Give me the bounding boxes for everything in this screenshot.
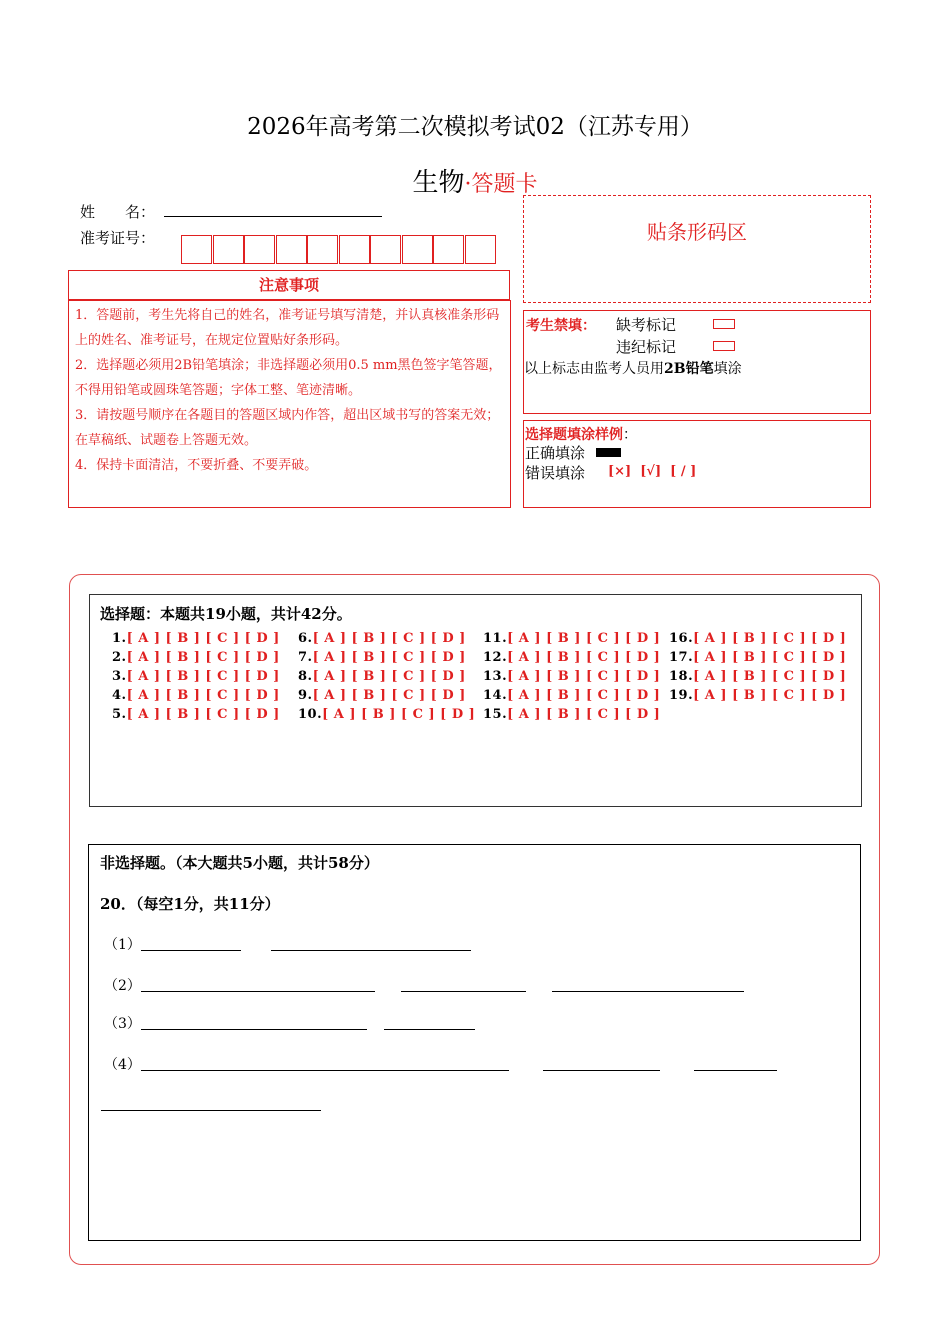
- notice-item-1: 1．答题前，考生先将自己的姓名，准考证号填写清楚，并认真核准条形码上的姓名、准考证号，在规定位置贴好条形码。: [75, 308, 500, 348]
- question-number: 12.: [483, 650, 508, 665]
- mcq-question-11: [483, 631, 660, 646]
- mcq-question-15: [483, 707, 660, 722]
- answer-options[interactable]: [ A ] [ B ] [ C ] [ D ]: [507, 650, 661, 665]
- id-digit-box[interactable]: [213, 235, 244, 264]
- question-number: 10.: [298, 707, 323, 722]
- notice-item-3: 3．请按题号顺序在各题目的答题区域内作答，超出区域书写的答案无效；在草稿纸、试题卷上答题无效。: [75, 408, 500, 448]
- id-digit-box[interactable]: [244, 235, 275, 264]
- fill-example-heading: 选择题填涂样例: [525, 427, 623, 443]
- name-field[interactable]: [164, 216, 382, 217]
- barcode-area: [523, 195, 871, 303]
- answer-line[interactable]: [401, 991, 526, 992]
- answer-line[interactable]: [384, 1029, 475, 1030]
- question-number: 15.: [483, 707, 508, 722]
- id-digit-box[interactable]: [339, 235, 370, 264]
- absent-mark-label: 缺考标记: [616, 316, 677, 334]
- answer-line[interactable]: [271, 950, 471, 951]
- mcq-question-12: [483, 650, 660, 665]
- question-number: 1.: [112, 631, 127, 646]
- answer-line[interactable]: [552, 991, 744, 992]
- violation-mark-label: 违纪标记: [616, 338, 677, 356]
- name-label: 姓 名：: [80, 203, 156, 221]
- answer-options[interactable]: [ A ] [ B ] [ C ] [ D ]: [312, 688, 466, 703]
- mcq-question-1: [112, 631, 280, 646]
- mcq-heading: 选择题：本题共19小题，共计42分。: [100, 605, 352, 623]
- answer-line[interactable]: [694, 1070, 777, 1071]
- notice-title: 注意事项: [68, 270, 510, 300]
- correct-fill-sample: [596, 448, 621, 457]
- answer-options[interactable]: [ A ] [ B ] [ C ] [ D ]: [693, 631, 847, 646]
- answer-options[interactable]: [ A ] [ B ] [ C ] [ D ]: [507, 631, 661, 646]
- forbidden-note-bold: 2B铅笔: [664, 361, 714, 377]
- mcq-question-2: [112, 650, 280, 665]
- answer-line[interactable]: [141, 1070, 509, 1071]
- question-number: 18.: [669, 669, 694, 684]
- answer-line[interactable]: [543, 1070, 660, 1071]
- forbidden-box: [523, 310, 871, 414]
- mcq-question-13: [483, 669, 660, 684]
- mcq-question-8: [298, 669, 466, 684]
- part-4-label: （4）: [104, 1057, 141, 1073]
- essay-heading: 非选择题。（本大题共5小题，共计58分）: [100, 854, 379, 872]
- part-1-label: （1）: [104, 937, 141, 953]
- part-2-label: （2）: [104, 978, 141, 994]
- question-20-heading: 20．（每空1分，共11分）: [100, 895, 280, 913]
- answer-options[interactable]: [ A ] [ B ] [ C ] [ D ]: [126, 707, 280, 722]
- answer-line[interactable]: [141, 991, 375, 992]
- question-number: 6.: [298, 631, 313, 646]
- answer-line[interactable]: [141, 1029, 367, 1030]
- id-digit-box[interactable]: [307, 235, 338, 264]
- question-number: 2.: [112, 650, 127, 665]
- mcq-question-7: [298, 650, 466, 665]
- wrong-fill-samples: [×] [√] [ / ]: [608, 464, 697, 479]
- id-label: 准考证号：: [80, 229, 156, 247]
- title-separator: ·: [464, 172, 472, 197]
- question-number: 16.: [669, 631, 694, 646]
- barcode-label: 贴条形码区: [647, 220, 747, 244]
- answer-options[interactable]: [ A ] [ B ] [ C ] [ D ]: [126, 650, 280, 665]
- answer-options[interactable]: [ A ] [ B ] [ C ] [ D ]: [507, 669, 661, 684]
- forbidden-title: 考生禁填：: [526, 318, 596, 334]
- violation-mark-box[interactable]: [713, 341, 735, 351]
- question-number: 9.: [298, 688, 313, 703]
- answer-options[interactable]: [ A ] [ B ] [ C ] [ D ]: [693, 650, 847, 665]
- question-number: 3.: [112, 669, 127, 684]
- question-number: 17.: [669, 650, 694, 665]
- mcq-question-18: [669, 669, 846, 684]
- question-number: 19.: [669, 688, 694, 703]
- part-3-label: （3）: [104, 1016, 141, 1032]
- question-number: 14.: [483, 688, 508, 703]
- mcq-question-16: [669, 631, 846, 646]
- forbidden-note-prefix: 以上标志由监考人员用: [524, 361, 664, 377]
- mcq-question-5: [112, 707, 280, 722]
- mcq-question-14: [483, 688, 660, 703]
- forbidden-note-suffix: 填涂: [713, 361, 742, 377]
- subject-name: 生物: [412, 168, 465, 198]
- mcq-question-9: [298, 688, 466, 703]
- id-digit-box[interactable]: [276, 235, 307, 264]
- answer-options[interactable]: [ A ] [ B ] [ C ] [ D ]: [693, 669, 847, 684]
- mcq-question-19: [669, 688, 846, 703]
- answer-line[interactable]: [141, 950, 241, 951]
- answer-options[interactable]: [ A ] [ B ] [ C ] [ D ]: [507, 707, 661, 722]
- mcq-question-4: [112, 688, 280, 703]
- answer-options[interactable]: [ A ] [ B ] [ C ] [ D ]: [507, 688, 661, 703]
- mcq-question-3: [112, 669, 280, 684]
- answer-options[interactable]: [ A ] [ B ] [ C ] [ D ]: [693, 688, 847, 703]
- absent-mark-box[interactable]: [713, 319, 735, 329]
- answer-options[interactable]: [ A ] [ B ] [ C ] [ D ]: [312, 669, 466, 684]
- mcq-question-10: [298, 707, 475, 722]
- wrong-fill-label: 错误填涂: [525, 464, 586, 482]
- answer-options[interactable]: [ A ] [ B ] [ C ] [ D ]: [322, 707, 476, 722]
- question-number: 8.: [298, 669, 313, 684]
- question-number: 4.: [112, 688, 127, 703]
- mcq-question-6: [298, 631, 466, 646]
- question-number: 7.: [298, 650, 313, 665]
- answer-options[interactable]: [ A ] [ B ] [ C ] [ D ]: [312, 631, 466, 646]
- fill-example-colon: ：: [623, 427, 637, 443]
- question-number: 13.: [483, 669, 508, 684]
- answer-card-label: 答题卡: [471, 172, 538, 197]
- notice-item-4: 4．保持卡面清洁，不要折叠、不要弄破。: [75, 458, 318, 473]
- answer-options[interactable]: [ A ] [ B ] [ C ] [ D ]: [126, 688, 280, 703]
- fill-example-title: [525, 424, 637, 444]
- subject-title: [0, 162, 950, 199]
- forbidden-note: [524, 358, 742, 378]
- id-digit-box[interactable]: [402, 235, 433, 264]
- answer-options[interactable]: [ A ] [ B ] [ C ] [ D ]: [126, 631, 280, 646]
- id-digit-box[interactable]: [465, 235, 496, 264]
- fill-example-box: [523, 420, 871, 508]
- notice-item-2: 2．选择题必须用2B铅笔填涂；非选择题必须用0.5 mm黑色签字笔答题，不得用铅笔或圆珠笔答题；字体工整、笔迹清晰。: [75, 358, 502, 398]
- answer-line[interactable]: [101, 1110, 321, 1111]
- exam-title: 2026年高考第二次模拟考试02（江苏专用）: [247, 114, 703, 140]
- answer-options[interactable]: [ A ] [ B ] [ C ] [ D ]: [126, 669, 280, 684]
- correct-fill-label: 正确填涂: [525, 444, 586, 462]
- id-digit-box[interactable]: [181, 235, 212, 264]
- answer-options[interactable]: [ A ] [ B ] [ C ] [ D ]: [312, 650, 466, 665]
- id-digit-box[interactable]: [433, 235, 464, 264]
- question-number: 5.: [112, 707, 127, 722]
- mcq-question-17: [669, 650, 846, 665]
- id-digit-box[interactable]: [370, 235, 401, 264]
- notice-body: [68, 300, 511, 508]
- question-number: 11.: [483, 631, 508, 646]
